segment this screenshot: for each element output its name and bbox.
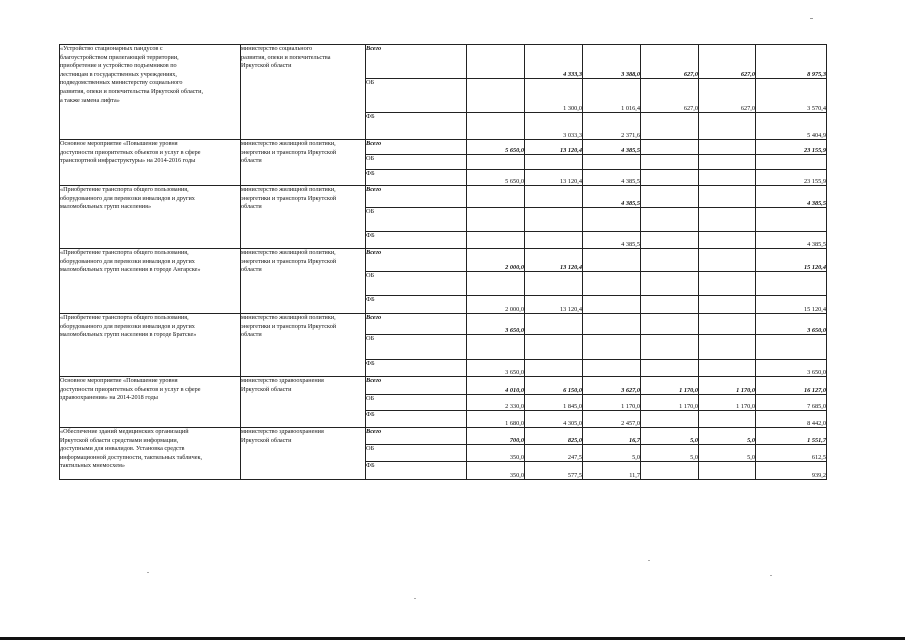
amount-cell-total: 23 155,9 bbox=[756, 170, 827, 186]
table-row bbox=[60, 140, 827, 155]
amount-cell bbox=[641, 314, 699, 335]
amount-cell: 1 170,0 bbox=[583, 395, 641, 411]
amount-cell bbox=[583, 296, 641, 314]
amount-cell: 5 650,0 bbox=[467, 140, 525, 155]
amount-cell-total: 4 385,5 bbox=[756, 232, 827, 249]
amount-cell: 5,0 bbox=[583, 445, 641, 462]
amount-cell: 5,0 bbox=[699, 428, 756, 445]
measure-description: Основное мероприятие «Повышение уровня доступности приоритетных объектов и услуг в сфере транспортной инфраструктуры» на 2014-2016 годы bbox=[60, 140, 241, 186]
amount-cell: 350,0 bbox=[467, 445, 525, 462]
measure-description: «Устройство стационарных пандусов с благоустройством прилегающей территории, приобретение и устройство подъемников по лестницам в государственных учреждениях, подведомственных министерству социального развития, опеки и попечительства Иркутской области, а также замена лифта» bbox=[60, 45, 241, 140]
amount-cell: 4 385,5 bbox=[583, 232, 641, 249]
amount-cell-total bbox=[756, 155, 827, 170]
amount-cell: 3 033,3 bbox=[525, 113, 583, 140]
amount-cell bbox=[467, 208, 525, 232]
amount-cell: 3 627,0 bbox=[583, 377, 641, 395]
amount-cell: 1 170,0 bbox=[699, 395, 756, 411]
measure-description: «Приобретение транспорта общего пользования, оборудованного для перевозки инвалидов и других маломобильных групп населения в городе Братске» bbox=[60, 314, 241, 377]
amount-cell-total: 1 551,7 bbox=[756, 428, 827, 445]
funding-source-total: Всего bbox=[366, 249, 467, 272]
amount-cell: 1 845,0 bbox=[525, 395, 583, 411]
amount-cell bbox=[699, 232, 756, 249]
amount-cell bbox=[641, 208, 699, 232]
amount-cell-total bbox=[756, 208, 827, 232]
funding-source-fb: ФБ bbox=[366, 296, 467, 314]
amount-cell bbox=[699, 249, 756, 272]
funding-source-fb: ФБ bbox=[366, 113, 467, 140]
amount-cell-total: 8 442,0 bbox=[756, 411, 827, 428]
funding-source-ob: ОБ bbox=[366, 79, 467, 113]
amount-cell: 4 385,5 bbox=[583, 140, 641, 155]
amount-cell bbox=[583, 314, 641, 335]
funding-source-ob: ОБ bbox=[366, 208, 467, 232]
amount-cell bbox=[583, 272, 641, 296]
amount-cell: 1 680,0 bbox=[467, 411, 525, 428]
responsible-executor: министерство здравоохранения Иркутской области bbox=[241, 377, 366, 428]
amount-cell-total: 939,2 bbox=[756, 462, 827, 480]
amount-cell: 247,5 bbox=[525, 445, 583, 462]
measure-description: Основное мероприятие «Повышение уровня доступности приоритетных объектов и услуг в сфере здравоохранения» на 2014-2018 годы bbox=[60, 377, 241, 428]
amount-cell bbox=[699, 462, 756, 480]
amount-cell: 2 330,0 bbox=[467, 395, 525, 411]
amount-cell bbox=[525, 232, 583, 249]
table-row bbox=[60, 314, 827, 335]
budget-table bbox=[59, 44, 827, 480]
funding-source-fb: ФБ bbox=[366, 360, 467, 377]
amount-cell bbox=[641, 232, 699, 249]
amount-cell bbox=[641, 140, 699, 155]
amount-cell: 577,5 bbox=[525, 462, 583, 480]
funding-source-fb: ФБ bbox=[366, 232, 467, 249]
amount-cell bbox=[525, 272, 583, 296]
table-row bbox=[60, 249, 827, 272]
amount-cell bbox=[699, 411, 756, 428]
responsible-executor: министерство жилищной политики, энергетики и транспорта Иркутской области bbox=[241, 140, 366, 186]
amount-cell bbox=[583, 335, 641, 360]
funding-source-total: Всего bbox=[366, 377, 467, 395]
amount-cell bbox=[525, 186, 583, 208]
table-body bbox=[60, 45, 827, 480]
responsible-executor: министерство социального развития, опеки и попечительства Иркутской области bbox=[241, 45, 366, 140]
amount-cell: 1 300,0 bbox=[525, 79, 583, 113]
amount-cell bbox=[467, 113, 525, 140]
table-row bbox=[60, 45, 827, 79]
amount-cell bbox=[699, 208, 756, 232]
amount-cell bbox=[641, 411, 699, 428]
scan-speck bbox=[770, 575, 772, 576]
amount-cell bbox=[699, 186, 756, 208]
amount-cell: 2 000,0 bbox=[467, 249, 525, 272]
amount-cell: 13 120,4 bbox=[525, 170, 583, 186]
amount-cell: 2 371,6 bbox=[583, 113, 641, 140]
amount-cell: 3 650,0 bbox=[467, 360, 525, 377]
measure-description: «Приобретение транспорта общего пользования, оборудованного для перевозки инвалидов и других маломобильных групп населения» bbox=[60, 186, 241, 249]
amount-cell-total bbox=[756, 335, 827, 360]
amount-cell: 1 170,0 bbox=[699, 377, 756, 395]
amount-cell bbox=[467, 155, 525, 170]
amount-cell: 11,7 bbox=[583, 462, 641, 480]
amount-cell: 16,7 bbox=[583, 428, 641, 445]
amount-cell: 627,0 bbox=[641, 45, 699, 79]
amount-cell-total: 3 650,0 bbox=[756, 314, 827, 335]
funding-source-total: Всего bbox=[366, 45, 467, 79]
table-row bbox=[60, 377, 827, 395]
amount-cell-total: 8 975,3 bbox=[756, 45, 827, 79]
budget-table-wrapper bbox=[59, 44, 827, 480]
responsible-executor: министерство жилищной политики, энергетики и транспорта Иркутской области bbox=[241, 249, 366, 314]
amount-cell bbox=[525, 335, 583, 360]
amount-cell: 4 010,0 bbox=[467, 377, 525, 395]
amount-cell-total: 4 385,5 bbox=[756, 186, 827, 208]
amount-cell: 3 650,0 bbox=[467, 314, 525, 335]
amount-cell: 6 150,0 bbox=[525, 377, 583, 395]
amount-cell bbox=[467, 186, 525, 208]
amount-cell bbox=[467, 232, 525, 249]
amount-cell bbox=[641, 186, 699, 208]
funding-source-ob: ОБ bbox=[366, 395, 467, 411]
amount-cell: 13 120,4 bbox=[525, 140, 583, 155]
amount-cell bbox=[641, 296, 699, 314]
amount-cell bbox=[641, 170, 699, 186]
amount-cell bbox=[467, 335, 525, 360]
amount-cell bbox=[525, 314, 583, 335]
amount-cell-total bbox=[756, 272, 827, 296]
amount-cell: 627,0 bbox=[641, 79, 699, 113]
responsible-executor: министерство жилищной политики, энергетики и транспорта Иркутской области bbox=[241, 186, 366, 249]
scan-speck bbox=[810, 18, 813, 19]
funding-source-total: Всего bbox=[366, 428, 467, 445]
amount-cell: 5,0 bbox=[641, 428, 699, 445]
amount-cell-total: 7 685,0 bbox=[756, 395, 827, 411]
amount-cell: 3 388,0 bbox=[583, 45, 641, 79]
amount-cell: 627,0 bbox=[699, 45, 756, 79]
amount-cell: 4 305,0 bbox=[525, 411, 583, 428]
funding-source-fb: ФБ bbox=[366, 170, 467, 186]
amount-cell bbox=[699, 314, 756, 335]
funding-source-fb: ФБ bbox=[366, 462, 467, 480]
amount-cell: 2 457,0 bbox=[583, 411, 641, 428]
amount-cell bbox=[641, 155, 699, 170]
amount-cell bbox=[525, 155, 583, 170]
scan-speck bbox=[147, 572, 149, 573]
amount-cell: 700,0 bbox=[467, 428, 525, 445]
amount-cell-total: 16 127,0 bbox=[756, 377, 827, 395]
amount-cell: 5 650,0 bbox=[467, 170, 525, 186]
measure-description: «Приобретение транспорта общего пользования, оборудованного для перевозки инвалидов и других маломобильных групп населения в городе Ангарске» bbox=[60, 249, 241, 314]
amount-cell-total: 3 570,4 bbox=[756, 79, 827, 113]
amount-cell: 13 120,4 bbox=[525, 249, 583, 272]
amount-cell bbox=[699, 113, 756, 140]
table-row bbox=[60, 186, 827, 208]
amount-cell-total: 23 155,9 bbox=[756, 140, 827, 155]
funding-source-ob: ОБ bbox=[366, 272, 467, 296]
amount-cell bbox=[467, 79, 525, 113]
amount-cell bbox=[699, 170, 756, 186]
amount-cell: 2 000,0 bbox=[467, 296, 525, 314]
funding-source-fb: ФБ bbox=[366, 411, 467, 428]
amount-cell bbox=[699, 360, 756, 377]
amount-cell bbox=[525, 208, 583, 232]
amount-cell bbox=[641, 249, 699, 272]
amount-cell bbox=[641, 272, 699, 296]
amount-cell: 4 333,3 bbox=[525, 45, 583, 79]
amount-cell bbox=[641, 462, 699, 480]
scan-speck bbox=[648, 560, 650, 561]
amount-cell: 350,0 bbox=[467, 462, 525, 480]
amount-cell bbox=[583, 208, 641, 232]
amount-cell bbox=[699, 335, 756, 360]
amount-cell-total: 5 404,9 bbox=[756, 113, 827, 140]
amount-cell: 1 170,0 bbox=[641, 395, 699, 411]
amount-cell bbox=[699, 296, 756, 314]
amount-cell bbox=[583, 155, 641, 170]
amount-cell-total: 3 650,0 bbox=[756, 360, 827, 377]
amount-cell: 4 385,5 bbox=[583, 170, 641, 186]
table-row bbox=[60, 428, 827, 445]
funding-source-ob: ОБ bbox=[366, 445, 467, 462]
amount-cell bbox=[467, 45, 525, 79]
amount-cell bbox=[641, 360, 699, 377]
amount-cell bbox=[699, 272, 756, 296]
amount-cell bbox=[699, 155, 756, 170]
responsible-executor: министерство здравоохранения Иркутской области bbox=[241, 428, 366, 480]
amount-cell: 4 385,5 bbox=[583, 186, 641, 208]
amount-cell: 5,0 bbox=[641, 445, 699, 462]
scan-speck bbox=[414, 598, 416, 599]
responsible-executor: министерство жилищной политики, энергетики и транспорта Иркутской области bbox=[241, 314, 366, 377]
funding-source-ob: ОБ bbox=[366, 335, 467, 360]
amount-cell bbox=[583, 249, 641, 272]
amount-cell: 825,0 bbox=[525, 428, 583, 445]
funding-source-ob: ОБ bbox=[366, 155, 467, 170]
funding-source-total: Всего bbox=[366, 186, 467, 208]
amount-cell: 5,0 bbox=[699, 445, 756, 462]
amount-cell bbox=[641, 113, 699, 140]
amount-cell bbox=[467, 272, 525, 296]
amount-cell-total: 612,5 bbox=[756, 445, 827, 462]
amount-cell bbox=[699, 140, 756, 155]
amount-cell: 1 016,4 bbox=[583, 79, 641, 113]
amount-cell-total: 15 120,4 bbox=[756, 296, 827, 314]
amount-cell: 627,0 bbox=[699, 79, 756, 113]
amount-cell bbox=[641, 335, 699, 360]
amount-cell bbox=[525, 360, 583, 377]
amount-cell: 1 170,0 bbox=[641, 377, 699, 395]
amount-cell: 13 120,4 bbox=[525, 296, 583, 314]
amount-cell-total: 15 120,4 bbox=[756, 249, 827, 272]
measure-description: «Обеспечение зданий медицинских организаций Иркутской области средствами информации, доступными для инвалидов. Установка средств информационной доступности, тактильных табличек, тактильных мнемосхем» bbox=[60, 428, 241, 480]
funding-source-total: Всего bbox=[366, 314, 467, 335]
amount-cell bbox=[583, 360, 641, 377]
funding-source-total: Всего bbox=[366, 140, 467, 155]
